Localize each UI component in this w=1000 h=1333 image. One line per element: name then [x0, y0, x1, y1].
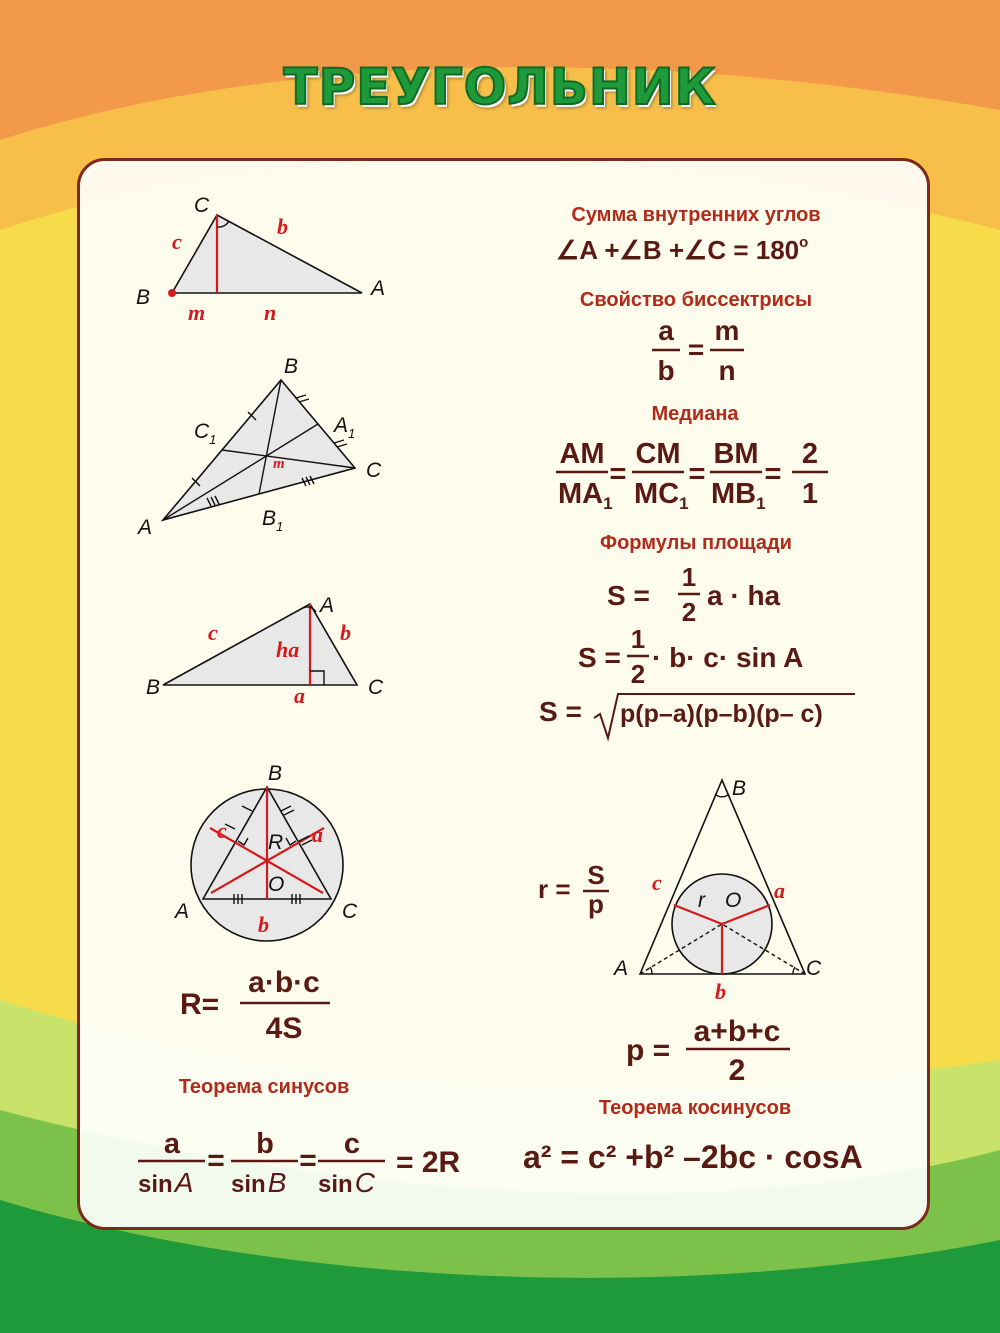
vertex-label-b: B [268, 762, 283, 785]
angle-mark-c [793, 967, 795, 974]
vertex-label-c: C [366, 459, 382, 482]
sines-den-a: sinA [138, 1167, 194, 1198]
equals-sign: = [688, 458, 706, 490]
vertex-label-a: A [320, 594, 335, 617]
vertex-label-b1: $B_1$ [262, 507, 284, 534]
equals-sign: = [207, 1144, 225, 1177]
segment-label-n: n [264, 300, 277, 325]
vertex-label-c1: $C_1$ [194, 420, 217, 447]
inradius-lhs: r = [538, 874, 571, 904]
equals-sign: = [687, 334, 705, 365]
heading-law-of-cosines: Теорема косинусов [598, 1097, 792, 1119]
vertex-label-b: B [136, 286, 151, 309]
area-formula-1-num: 1 [681, 562, 697, 592]
circumradius-lhs: R= [180, 988, 220, 1021]
inradius-label-r: r [698, 889, 705, 912]
area-formula-2-lhs: S = [578, 642, 621, 673]
area-formula-2-den: 2 [630, 659, 646, 689]
circumradius-block [180, 966, 330, 1045]
area-formula-1-rhs: a · ha [707, 580, 781, 611]
semiperimeter-block [626, 1015, 790, 1087]
law-of-cosines-block [523, 1097, 863, 1175]
semiperimeter-den: 2 [728, 1054, 746, 1087]
area-formula-2-rhs: · b· c· sin A [652, 642, 804, 673]
circumradius-den: 4S [265, 1012, 303, 1045]
side-label-b: b [258, 912, 269, 937]
area-block [539, 532, 855, 738]
median-denominator-4: 1 [801, 478, 819, 510]
formula-angles-sum: ∠A +∠B +∠C = $180^o$ [556, 234, 809, 265]
centroid-label-m: m [273, 456, 285, 472]
vertex-label-a: A [138, 516, 153, 539]
sines-num-a: a [163, 1128, 181, 1160]
area-formula-2-num: 1 [630, 624, 646, 654]
figure-medians-triangle [136, 355, 382, 539]
side-label-b: b [715, 979, 726, 1004]
vertex-label-a: A [614, 957, 629, 980]
inradius-den: p [588, 889, 604, 919]
fraction-denominator-n: n [718, 355, 736, 386]
vertex-label-a1: $A_1$ [334, 414, 356, 441]
figure-altitude-triangle [146, 594, 384, 708]
sines-den-b: sinB [231, 1167, 287, 1198]
heading-median: Медиана [651, 403, 739, 425]
side-label-c: c [652, 870, 662, 895]
median-block [556, 403, 828, 513]
vertex-dot [168, 289, 176, 297]
center-label-o: O [725, 889, 742, 912]
median-denominator-1: $MA_1$ [558, 478, 613, 513]
median-numerator-3: BM [713, 438, 759, 470]
vertex-label-b: B [146, 676, 161, 699]
vertex-label-a: A [371, 277, 386, 300]
vertex-label-c: C [194, 194, 210, 217]
triangle-shape [163, 380, 355, 520]
median-numerator-1: AM [559, 438, 605, 470]
equals-sign: = [299, 1144, 317, 1177]
side-label-c: c [208, 620, 218, 645]
median-numerator-2: CM [635, 438, 681, 470]
vertex-label-c: C [368, 676, 384, 699]
median-numerator-4: 2 [801, 438, 819, 470]
sines-den-c: sinC [318, 1167, 375, 1198]
vertex-label-c: C [342, 900, 358, 923]
area-formula-1-lhs: S = [607, 580, 650, 611]
triangle-shape [172, 215, 362, 293]
poster-title: ТРЕУГОЛЬНИК [283, 58, 717, 116]
figure-circumcircle [173, 762, 358, 941]
side-label-b: b [277, 214, 288, 239]
area-formula-3-radicand: p(p–a)(p–b)(p– c) [620, 700, 823, 728]
side-label-a: a [774, 878, 785, 903]
sines-rhs: = 2R [396, 1146, 461, 1179]
side-label-c: c [217, 818, 227, 843]
semiperimeter-num: a+b+c [693, 1015, 781, 1048]
inradius-num: S [587, 860, 605, 890]
side-label-a: a [312, 822, 323, 847]
figure-bisector-triangle [136, 194, 385, 325]
vertex-label-b: B [732, 777, 747, 800]
heading-law-of-sines: Теорема синусов [178, 1076, 350, 1098]
angle-mark-b [715, 794, 729, 797]
cosines-formula: a² = c² +b² –2bc · cosA [523, 1139, 863, 1175]
equals-sign: = [764, 458, 782, 490]
heading-angles-sum: Сумма внутренних углов [571, 204, 821, 226]
vertex-label-b: B [284, 355, 299, 378]
semiperimeter-lhs: p = [626, 1034, 671, 1067]
side-label-a: a [294, 683, 305, 708]
heading-bisector: Свойство биссектрисы [579, 289, 813, 311]
figure-incircle [612, 777, 822, 1004]
heading-area: Формулы площади [600, 532, 792, 554]
fraction-numerator-a: a [658, 315, 674, 346]
bisector-block [580, 289, 812, 386]
segment-label-m: m [188, 300, 206, 325]
side-label-b: b [340, 620, 351, 645]
area-formula-3-lhs: S = [539, 696, 582, 727]
fraction-denominator-b: b [657, 355, 675, 386]
median-denominator-3: $MB_1$ [711, 478, 766, 513]
altitude-label-ha: ha [276, 637, 300, 662]
vertex-label-c: C [806, 957, 822, 980]
area-formula-1-den: 2 [681, 597, 697, 627]
side-label-c: c [172, 229, 182, 254]
law-of-sines-block [138, 1076, 461, 1198]
angles-sum-block [556, 204, 821, 265]
sines-num-b: b [256, 1128, 274, 1160]
inradius-block [538, 860, 609, 919]
equals-sign: = [609, 458, 627, 490]
sines-num-c: c [343, 1128, 361, 1160]
median-denominator-2: $MC_1$ [634, 478, 689, 513]
circumradius-num: a·b·c [248, 966, 320, 999]
angle-mark-a [650, 967, 652, 974]
radius-label-r: R [268, 831, 284, 854]
center-label-o: O [268, 873, 285, 896]
vertex-label-a: A [175, 900, 190, 923]
fraction-numerator-m: m [714, 315, 740, 346]
